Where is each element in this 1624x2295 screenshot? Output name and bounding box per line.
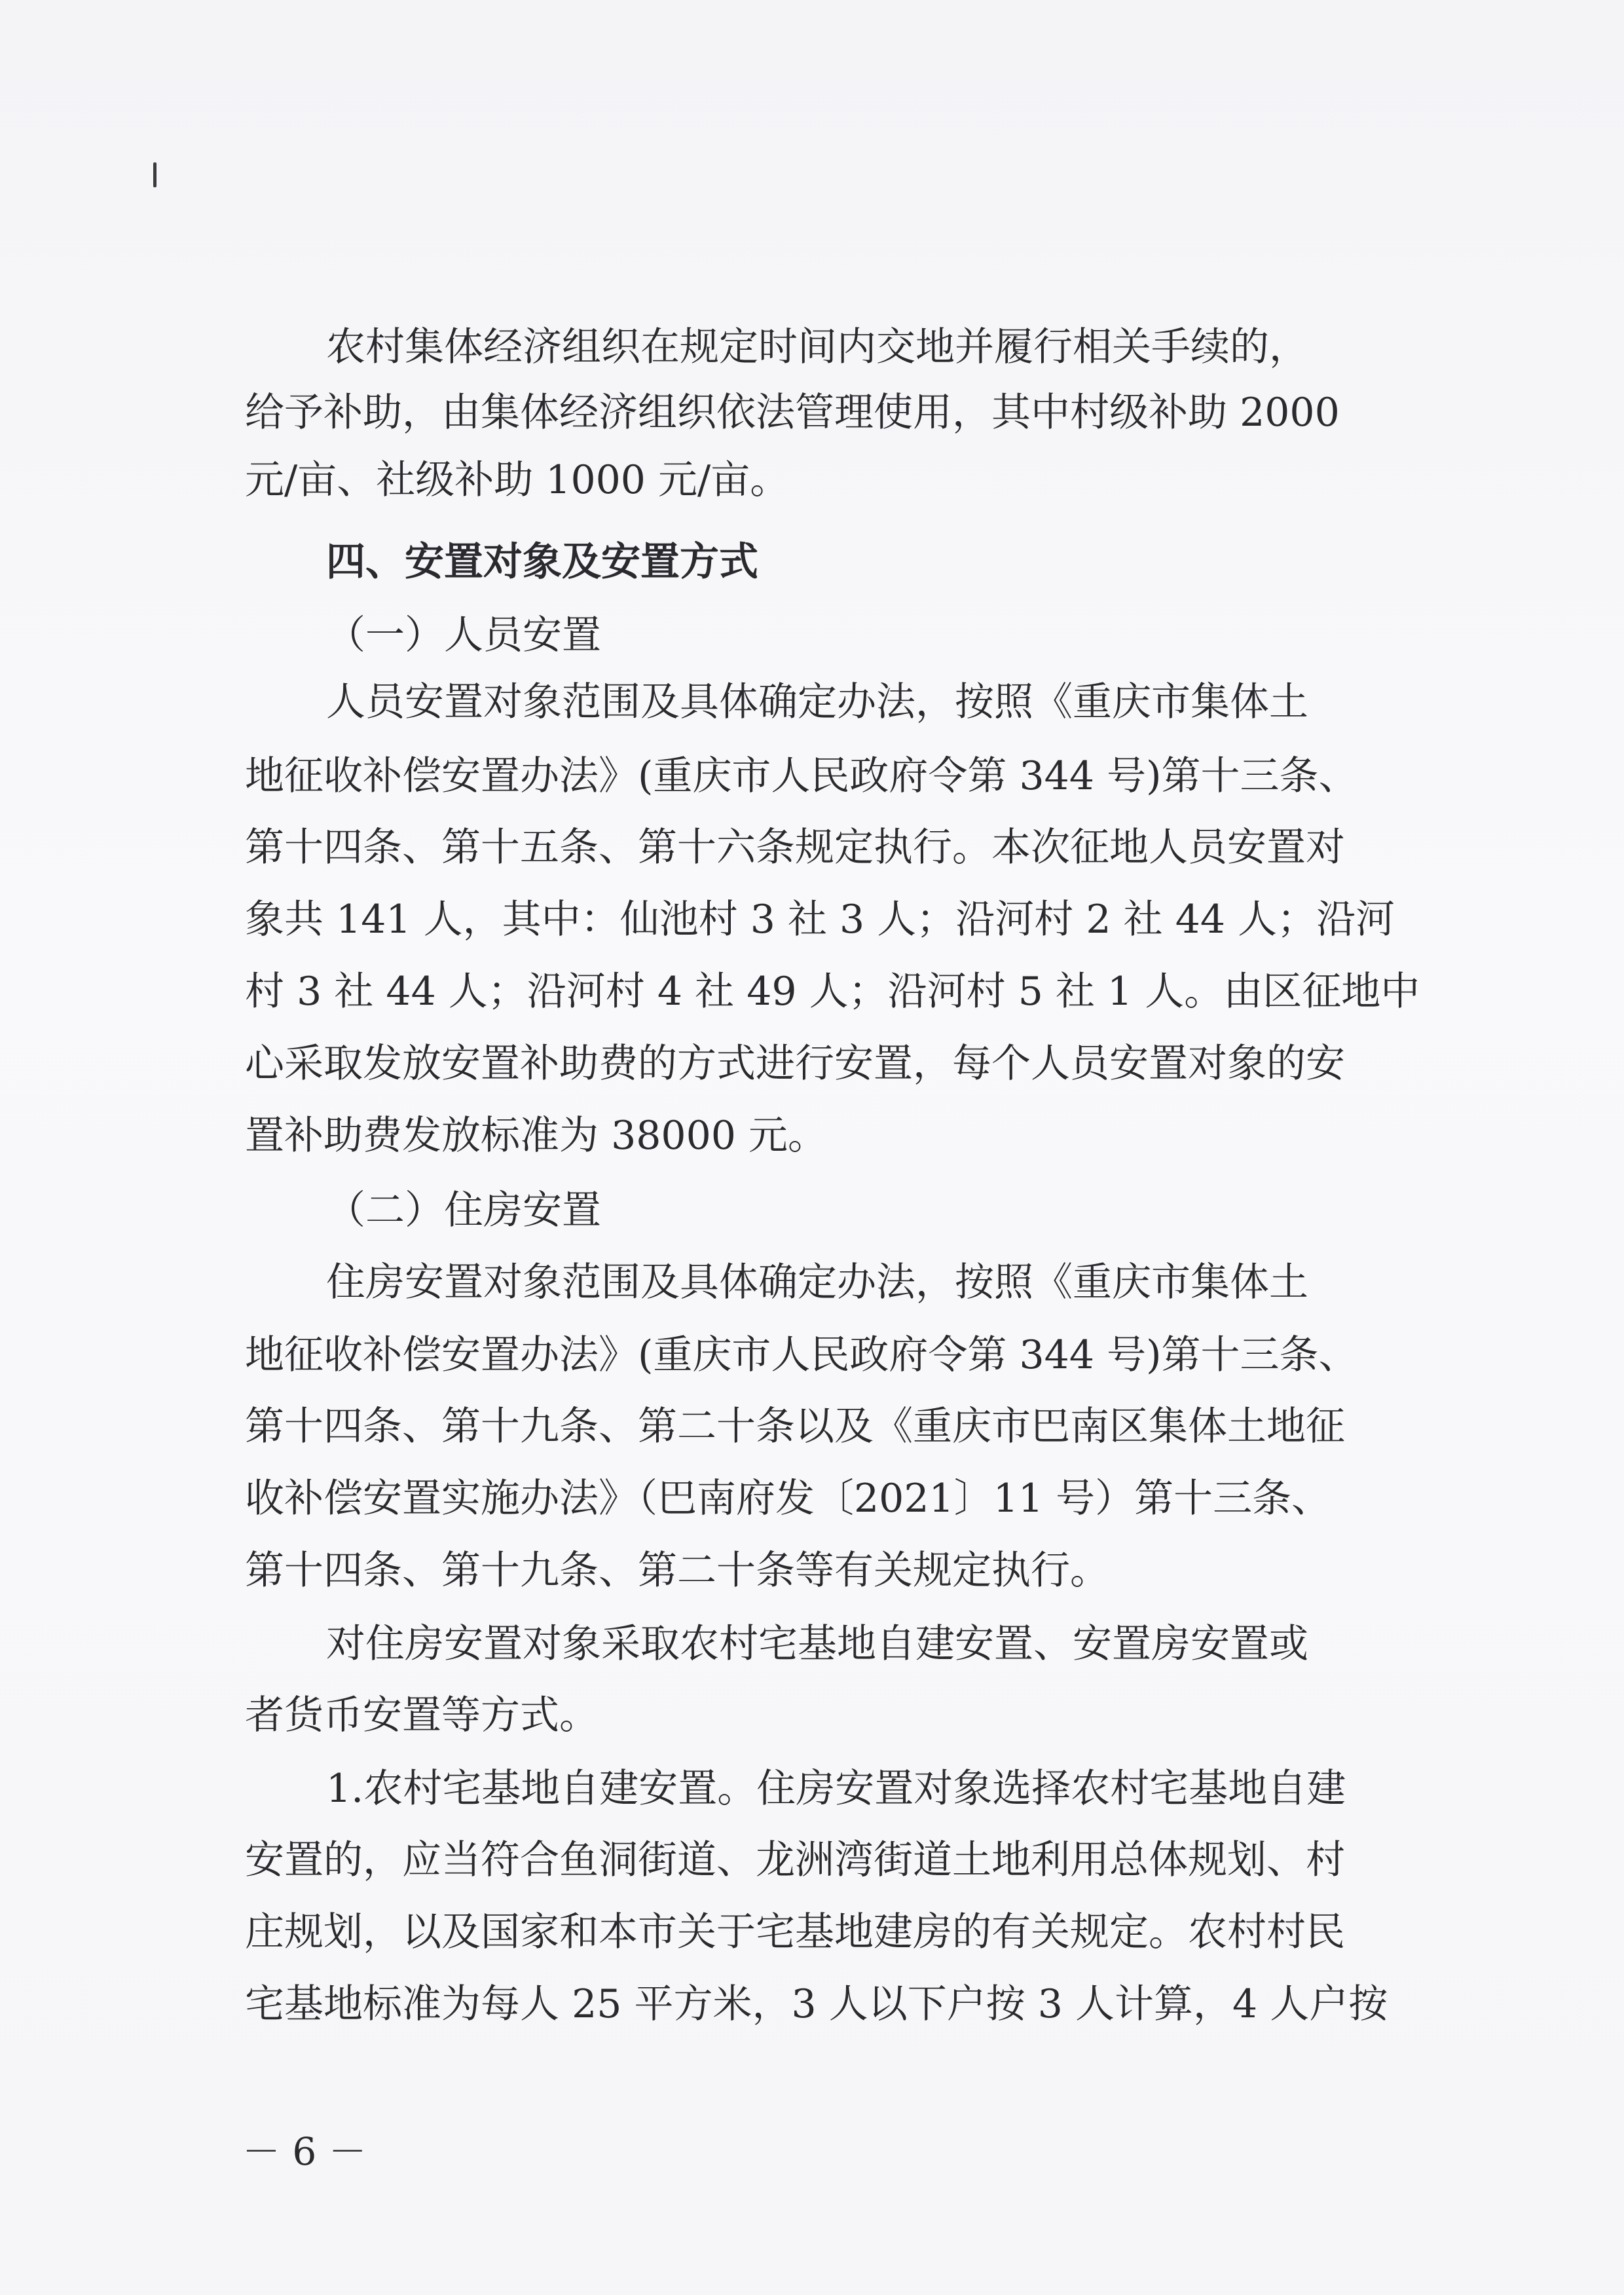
text-line: 者货币安置等方式。 (245, 1692, 599, 1738)
text-line: 心采取发放安置补助费的方式进行安置，每个人员安置对象的安 (245, 1041, 1345, 1087)
text-line: 人员安置对象范围及具体确定办法，按照《重庆市集体土 (326, 679, 1308, 725)
scan-mark (153, 162, 157, 187)
text-line: 庄规划，以及国家和本市关于宅基地建房的有关规定。农村村民 (245, 1909, 1345, 1955)
text-line: 安置的，应当符合鱼洞街道、龙洲湾街道土地利用总体规划、村 (245, 1837, 1345, 1883)
text-line: 地征收补偿安置办法》(重庆市人民政府令第 344 号)第十三条、 (245, 753, 1358, 799)
text-line: 置补助费发放标准为 38000 元。 (245, 1113, 828, 1159)
text-line: 第十四条、第十九条、第二十条以及《重庆市巴南区集体土地征 (245, 1404, 1345, 1449)
text-line: 第十四条、第十九条、第二十条等有关规定执行。 (245, 1548, 1109, 1594)
text-line: 对住房安置对象采取农村宅基地自建安置、安置房安置或 (326, 1621, 1308, 1667)
text-line: 象共 141 人，其中：仙池村 3 社 3 人；沿河村 2 社 44 人；沿河 (245, 897, 1395, 942)
section-heading: 四、安置对象及安置方式 (326, 539, 758, 585)
text-line: 给予补助，由集体经济组织依法管理使用，其中村级补助 2000 (245, 390, 1340, 436)
text-line: 地征收补偿安置办法》(重庆市人民政府令第 344 号)第十三条、 (245, 1332, 1358, 1378)
text-line: 收补偿安置实施办法》（巴南府发〔2021〕11 号）第十三条、 (245, 1476, 1331, 1521)
text-line: 村 3 社 44 人；沿河村 4 社 49 人；沿河村 5 社 1 人。由区征地中 (245, 969, 1420, 1015)
subsection-heading: （一）人员安置 (326, 612, 601, 658)
page-number: － 6 － (242, 2129, 367, 2174)
text-line: 住房安置对象范围及具体确定办法，按照《重庆市集体土 (326, 1259, 1308, 1305)
text-line: 1.农村宅基地自建安置。住房安置对象选择农村宅基地自建 (326, 1766, 1346, 1812)
text-line: 元/亩、社级补助 1000 元/亩。 (245, 457, 790, 503)
text-line: 宅基地标准为每人 25 平方米，3 人以下户按 3 人计算，4 人户按 (245, 1981, 1388, 2027)
subsection-heading: （二）住房安置 (326, 1187, 601, 1233)
text-line: 农村集体经济组织在规定时间内交地并履行相关手续的， (326, 324, 1308, 370)
text-line: 第十四条、第十五条、第十六条规定执行。本次征地人员安置对 (245, 825, 1345, 870)
